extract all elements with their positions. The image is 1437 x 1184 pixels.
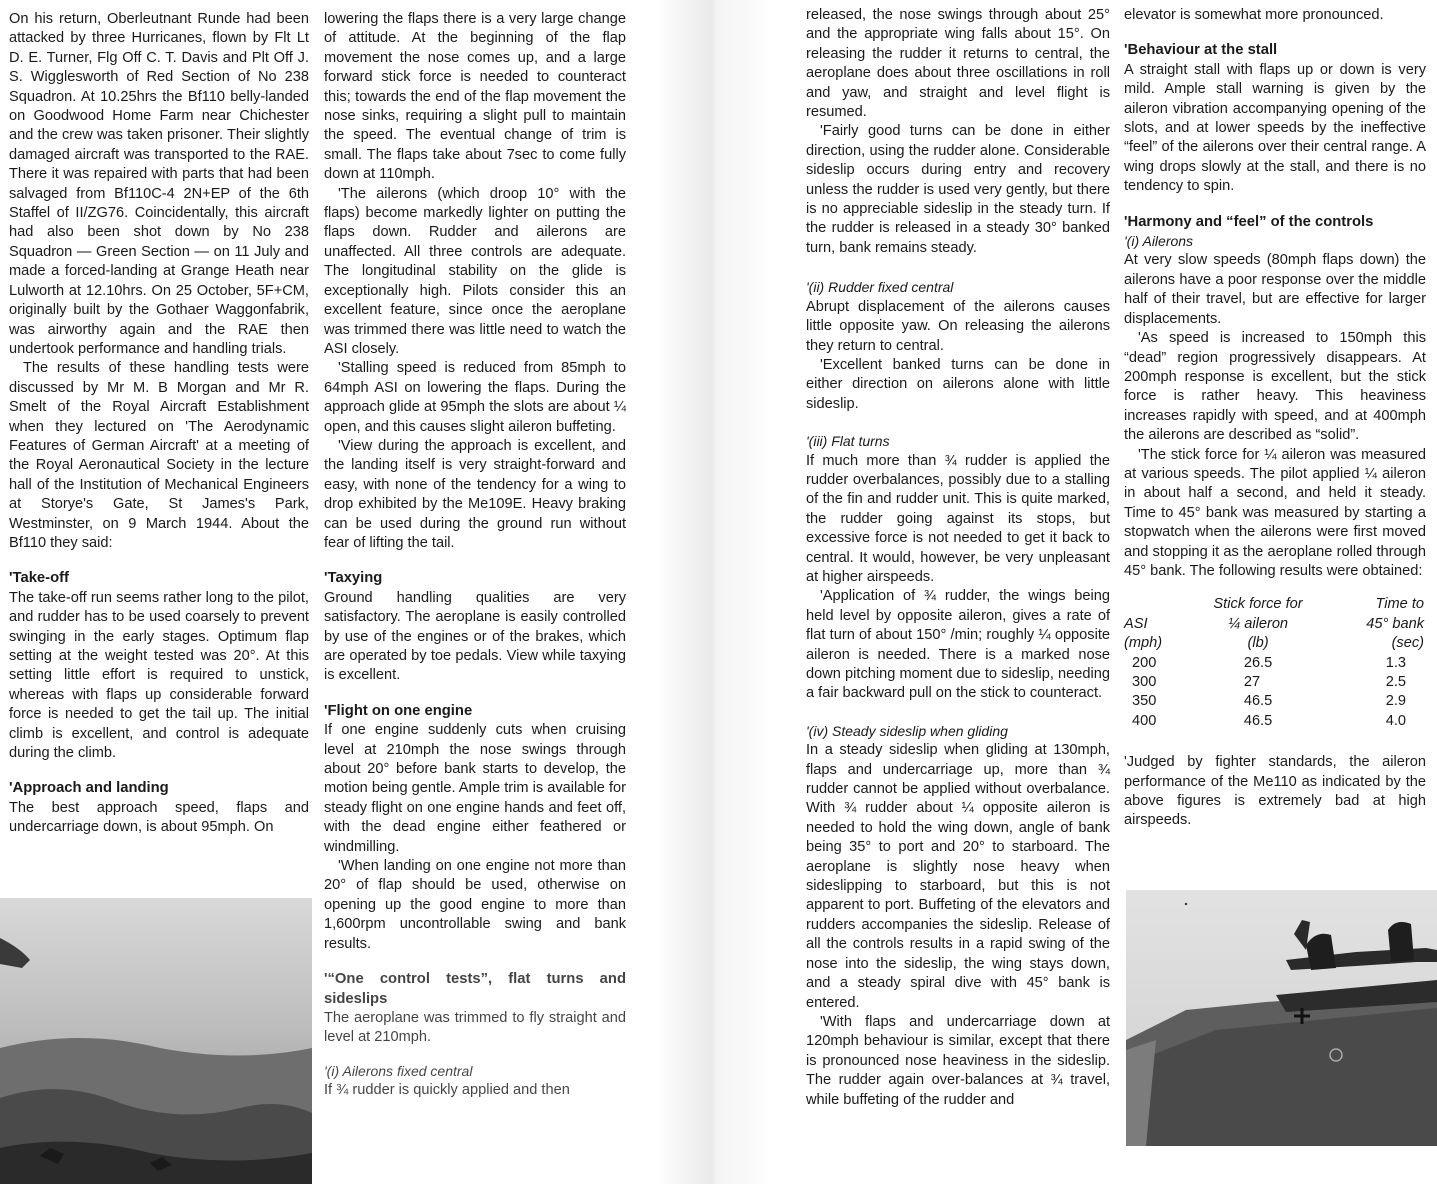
header-text: Stick force for bbox=[1213, 596, 1303, 613]
paragraph: A straight stall with flaps up or down is very mild. Ample stall warning is given by the aileron vibration accompanying opening of the slots, and at lower speeds by the ineffective “feel” of the ailerons over their central range. A wing drops slowly at the stall, and there is no tendency to spin. bbox=[1124, 61, 1426, 195]
aircraft-photo-left bbox=[0, 898, 312, 1184]
table-cell: 300 bbox=[1132, 674, 1157, 690]
paragraph: Abrupt displacement of the ailerons causes little opposite yaw. On releasing the ailerons they return to central. bbox=[806, 298, 1110, 354]
table-cell: 4.0 bbox=[1385, 712, 1406, 729]
subsection-heading: '(iv) Steady sideslip when gliding bbox=[806, 722, 1008, 739]
paragraph: 'Judged by fighter standards, the aileron performance of the Me110 as indicated by the above figures is extremely bad at high airspeeds. bbox=[1124, 754, 1426, 829]
page-gutter bbox=[660, 0, 768, 1184]
paragraph: On his return, Oberleutnant Runde had been attacked by three Hurricanes, flown by Flt Lt D. E. Turner, Flg Off C. T. Davis and Plt Off J. S. Wigglesworth of Red Section of No 238 Squadron. At 10.25hrs the Bf110 belly-landed on Goodwood Home Farm near Chichester and the crew was taken prisoner. Their slightly damaged aircraft was transported to the RAE. There it was repaired with parts that had been salvaged from Bf110C-4 2N+EP of the 6th Staffel of II/ZG76. Coincidentally, this aircraft had also been shot down by No 238 Squadron — Green Section — on 11 July and made a forced-landing at Grange Heath near Lulworth at 12.10hrs. On 25 October, 5F+CM, originally built by the Gothaer Waggonfabrik, was airworthy again and the RAE then undertook performance and handling trials. bbox=[9, 11, 309, 357]
paragraph: lowering the flaps there is a very large change of attitude. At the beginning of the flap movement the nose comes up, and a large forward stick force is needed to counteract this; towards the end of the flap movement the nose sinks, requiring a slight pull to maintain the speed. The eventual change of trim is small. The flaps take about 7sec to come fully down at 110mph. bbox=[324, 11, 626, 183]
photo-left bbox=[0, 898, 312, 1184]
subsection-heading: '(iii) Flat turns bbox=[806, 433, 890, 450]
paragraph: elevator is somewhat more pronounced. bbox=[1124, 7, 1384, 23]
section-heading: '“One control tests”, flat turns and sideslips bbox=[324, 971, 626, 1007]
table-row bbox=[1124, 692, 1424, 711]
table-row bbox=[1124, 654, 1424, 673]
paragraph: 'Excellent banked turns can be done in either direction on ailerons alone with little sideslip. bbox=[806, 356, 1110, 412]
column-3 bbox=[806, 6, 1110, 1110]
paragraph: 'When landing on one engine not more than 20° of flap should be used, otherwise on opening up the good engine to more than 1,600rpm uncontrollable swing and bank results. bbox=[324, 858, 626, 952]
paragraph: 'As speed is increased to 150mph this “dead” region progressively disappears. At 200mph response is excellent, but the stick force is rather heavy. This heaviness increases rapidly with speed, and at 400mph the ailerons are described as “solid”. bbox=[1124, 330, 1426, 444]
section-heading: 'Flight on one engine bbox=[324, 702, 473, 719]
section-heading: 'Taxying bbox=[324, 570, 383, 587]
paragraph: Ground handling qualities are very satisfactory. The aeroplane is easily controlled by use of the engines or of the brakes, which are operated by toe pedals. View while taxying is excellent. bbox=[324, 589, 626, 684]
table-cell: 200 bbox=[1132, 654, 1157, 671]
section-heading: 'Approach and landing bbox=[9, 780, 169, 797]
column-1 bbox=[9, 10, 309, 838]
section-heading: 'Behaviour at the stall bbox=[1124, 42, 1278, 59]
table-cell: 1.3 bbox=[1385, 654, 1406, 671]
column-header-asi bbox=[1124, 595, 1186, 653]
subsection-heading: '(i) Ailerons fixed central bbox=[324, 1062, 473, 1079]
table-cell: 46.5 bbox=[1243, 693, 1273, 710]
paragraph: The aeroplane was trimmed to fly straight and level at 210mph. bbox=[324, 1009, 626, 1046]
paragraph: 'With flaps and undercarriage down at 120mph behaviour is similar, except that there is pronounced nose heaviness in the sideslip. The rudder again over-balances at ¾ travel, while buffeting of the rudder and bbox=[806, 1013, 1110, 1108]
paragraph: The results of these handling tests were discussed by Mr M. B Morgan and Mr R. Smelt of the Royal Aircraft Establishment when they lectured on 'The Aerodynamic Features of German Aircraft' at a meeting of the Royal Aeronautical Society in the lecture hall of the Institution of Mechanical Engineers at Storye's Gate, St James's Park, Westminster, on 9 March 1944. About the Bf110 they said: bbox=[9, 360, 309, 551]
section-heading: 'Take-off bbox=[9, 570, 69, 587]
paragraph: 'The ailerons (which droop 10° with the flaps) become markedly lighter on putting the flaps down. Rudder and ailerons are unaffected. All three controls are adequate. The longitudinal stability on the glide is exceptionally high. Pilots consider this an excellent feature, since once the aeroplane was trimmed there was little need to watch the ASI closely. bbox=[324, 185, 626, 357]
paragraph: 'Application of ¾ rudder, the wings being held level by opposite aileron, gives a rate of flat turn of about 150° /min; roughly ¼ opposite aileron is needed. There is a marked nose down pitching moment due to sideslip, needing a fair backward pull on the stick to counteract. bbox=[806, 588, 1110, 702]
paragraph: If much more than ¾ rudder is applied the rudder overbalances, possibly due to a stalling of the fin and rudder unit. This is quite marked, the rudder going against its stops, but excessive force is not needed to get it back to central. It would, however, be very unpleasant at higher airspeeds. bbox=[806, 452, 1110, 585]
aircraft-photo-right bbox=[1126, 890, 1437, 1146]
paragraph: 'Fairly good turns can be done in either direction, using the rudder alone. Considerable sideslip occurs during entry and recovery unless the rudder is used very gently, but there is no appreciable sideslip in the steady turn. If the rudder is released in a steady 30° banked turn, bank remains steady. bbox=[806, 123, 1110, 256]
table-cell: 2.5 bbox=[1385, 674, 1406, 690]
paragraph: If one engine suddenly cuts when cruising level at 210mph the nose swings through about 20° before bank starts to develop, the motion being gentle. Ample trim is available for steady flight on one engine hands and feet off, with the dead engine either feathered or windmilling. bbox=[324, 722, 626, 855]
table-cell: 26.5 bbox=[1243, 654, 1273, 671]
header-text: Time to bbox=[1375, 596, 1424, 613]
header-unit: (sec) bbox=[1391, 635, 1424, 652]
faded-section bbox=[324, 970, 626, 1100]
paragraph: The best approach speed, flaps and undercarriage down, is about 95mph. On bbox=[9, 799, 309, 836]
aileron-data-table bbox=[1124, 595, 1424, 731]
paragraph: 'Stalling speed is reduced from 85mph to 64mph ASI on lowering the flaps. During the approach glide at 95mph the slots are about ¼ open, and this causes slight aileron buffeting. bbox=[324, 360, 626, 435]
table-row bbox=[1124, 712, 1424, 731]
table-cell: 350 bbox=[1132, 693, 1157, 710]
header-unit: (lb) bbox=[1247, 635, 1269, 652]
table-cell: 2.9 bbox=[1385, 693, 1406, 710]
header-text: 45° bank bbox=[1366, 615, 1424, 632]
paragraph: released, the nose swings through about 25° and the appropriate wing falls about 15°. On releasing the rudder it returns to central, the aeroplane does about three oscillations in roll and yaw, and straight and level flight is resumed. bbox=[806, 7, 1110, 121]
paragraph: If ¾ rudder is quickly applied and then bbox=[324, 1082, 570, 1099]
section-heading: 'Harmony and “feel” of the controls bbox=[1124, 213, 1374, 230]
paragraph: The take-off run seems rather long to the pilot, and rudder has to be used coarsely to prevent swinging in the early stages. Optimum flap setting at the weight tested was 20°. At this setting little effort is required to unstick, whereas with flaps up considerable forward force is needed to get the tail up. The initial climb is excellent, and control is adequate during the climb. bbox=[9, 589, 309, 762]
table-row bbox=[1124, 673, 1424, 692]
photo-right bbox=[1126, 890, 1437, 1146]
paragraph: 'View during the approach is excellent, and the landing itself is very straight-forward and easy, with none of the tendency for a wing to drop exhibited by the Me109E. Heavy braking can be used during the ground run without fear of lifting the tail. bbox=[324, 437, 626, 551]
column-4 bbox=[1124, 6, 1426, 831]
paragraph: At very slow speeds (80mph flaps down) the ailerons have a poor response over the middle half of their travel, but are effective for larger displacements. bbox=[1124, 252, 1426, 327]
subsection-heading: '(i) Ailerons bbox=[1124, 233, 1194, 250]
paragraph: 'The stick force for ¼ aileron was measured at various speeds. The pilot applied ¼ aileron in about half a second, and held it steady. Time to 45° bank was measured by starting a stopwatch when the ailerons were first moved and stopping it as the aeroplane rolled through 45° bank. The following results were obtained: bbox=[1124, 446, 1426, 579]
table-cell: 27 bbox=[1243, 674, 1261, 690]
table-cell: 46.5 bbox=[1243, 712, 1273, 729]
column-header-time bbox=[1330, 595, 1424, 653]
header-unit: (mph) bbox=[1124, 635, 1163, 652]
column-header-stick-force bbox=[1186, 595, 1331, 653]
table-cell: 400 bbox=[1132, 712, 1157, 729]
table-header-row bbox=[1124, 595, 1424, 653]
header-text: ¼ aileron bbox=[1228, 615, 1289, 632]
header-text: ASI bbox=[1124, 615, 1148, 632]
paragraph: In a steady sideslip when gliding at 130mph, flaps and undercarriage up, more than ¾ rudder cannot be applied without overbalance. With ¾ rudder about ¼ opposite aileron is needed to hold the wing down, angle of bank being 35° to port and 20° to starboard. The aeroplane is slightly nose heavy when sideslipping to starboard, but this is not apparent to port. Buffeting of the elevators and rudders accompanies the sideslip. Release of all the controls results in a rapid swing of the nose into the sideslip, the wing stays down, and a steady spiral dive with 45° bank is entered. bbox=[806, 742, 1110, 1011]
subsection-heading: '(ii) Rudder fixed central bbox=[806, 279, 954, 296]
column-2 bbox=[324, 10, 626, 1101]
